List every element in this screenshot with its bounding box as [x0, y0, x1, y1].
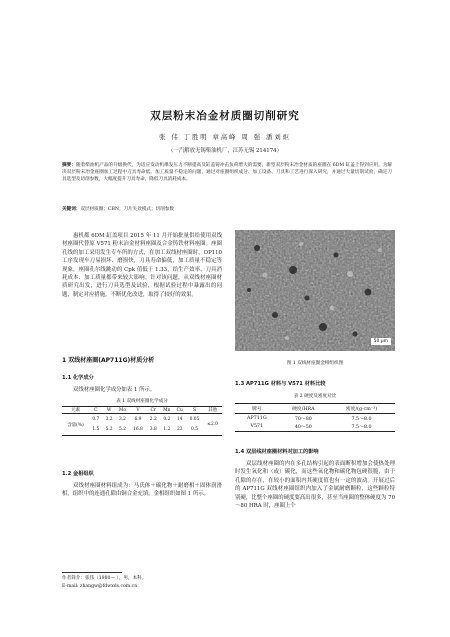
- t1-cell: 23: [176, 427, 183, 433]
- t1-cell: 1.2: [163, 427, 171, 433]
- author-email: E-mail: zhangw@fdwxds.com.cn: [62, 584, 138, 589]
- t2-header: 硬度/HRA: [292, 407, 315, 412]
- t1-cell: 16.8: [133, 427, 143, 433]
- abstract-label: 摘要：: [62, 163, 76, 168]
- t2-cell: V571: [250, 424, 264, 430]
- t1-cell: 6.9: [134, 416, 142, 422]
- t1-cell: ≤2.0: [207, 422, 218, 427]
- abstract: [62, 162, 392, 184]
- intro-paragraph: 惠机都 6DM 缸盖项目 2015 年 11 月开始批量供给使用双线材座圈代替原 V571 粉末冶金材料座圈及合金铸铁材料座圈。座圈孔线的加工采用发生专车所的方式，在加工双线材座圈时，OP110 工序发现车刀易损坏、磨损快，刀具寿命偏低，加工质量不稳定等现象，座圈孔尔线跳动的 Cpk 值低于 1.33，给生产效率、刀具消耗成本、加工质量都带来较大影响。针对该问题，从双线材座圈材质研究出发，进行刀具选型及试验，根据试验过程中暴露出的问题，制定对应措施，不断优化改进，取得了较好的效果。: [62, 233, 222, 298]
- footnote-rule: [62, 572, 122, 573]
- t1-row-label: 含量(%): [67, 422, 84, 428]
- table-2-caption: 表 2 硬度及密度对比: [293, 394, 337, 399]
- table-1-caption: 表 1 双线材座圈化学成分: [116, 399, 168, 404]
- section-1-4-text: 双层线材座圈的内在多孔结构引起的表面断积增加会使热处理时发生氧化和（或）碳化，而这些氧化物和碳化物包硬很脆，由于孔隙的存在，在较小的面积内其硬度值也有一定的波动。开展过后的 AP711G 双线材座圈组织内加入了金属耐磨颗粒，这些颗粒特别硬，比整个座圈的硬度要高出很多，甚至当座圈的整体硬度为 70～80 HRA 时，座圈上个: [235, 461, 395, 510]
- t2-cell: 7.5～8.0: [351, 416, 372, 422]
- t1-cell: 0.5: [191, 427, 198, 433]
- section-1-2-text: 双线材座圈材料组成为：马氏体＋碳化物＋耐磨相＋固体润滑相，组织中的连通孔隙由铜合金充填。金相组织如图 1 所示。: [62, 483, 222, 498]
- table-1: [62, 406, 222, 436]
- t1-cell: 2.2: [149, 416, 157, 422]
- t1-cell: 3.2: [118, 416, 126, 422]
- section-1-heading: 1 双线材座圈(AP711G)材质分析: [62, 357, 155, 364]
- t2-cell: 7.5～8.0: [351, 425, 372, 431]
- t2-cell: 40～50: [294, 425, 312, 431]
- t1-header: W: [106, 407, 112, 413]
- table-2: [235, 403, 395, 432]
- t1-header: C: [94, 407, 98, 413]
- section-1-2-heading: 1.2 金相组织: [62, 471, 94, 477]
- keywords: [62, 206, 392, 213]
- t2-cell: AP711G: [247, 415, 267, 421]
- t1-cell: 0.05: [189, 416, 200, 422]
- t1-header: 其他: [208, 408, 217, 413]
- micrograph-texture: [235, 230, 395, 351]
- keywords-label: 关键词：: [62, 207, 81, 212]
- author-note: 作者简介：张伟（1980— ），男，本科。: [62, 576, 147, 581]
- t1-cell: 0.2: [163, 416, 171, 422]
- paper-title: 双层粉末冶金材质圈切削研究: [150, 110, 300, 122]
- section-1-1-text: 双线材座圈化学成分如表 1 所示。: [73, 387, 156, 393]
- t1-header: Mn: [163, 407, 171, 413]
- t1-header: Cu: [176, 407, 183, 413]
- t1-cell: 3.2: [105, 416, 113, 422]
- t1-header: 元素: [71, 408, 80, 413]
- t1-header: V: [136, 407, 140, 413]
- scale-bar-label: 50 μm: [371, 338, 391, 345]
- t1-header: Cr: [150, 407, 157, 413]
- micrograph-image: [235, 230, 395, 351]
- section-1-4-heading: 1.4 双层线材座圈材料对加工的影响: [235, 449, 319, 455]
- section-1-1-heading: 1.1 化学成分: [62, 375, 94, 381]
- keywords-text: 双层材质圈；CBN；刀片失效模式；切削参数: [80, 207, 174, 212]
- t2-cell: 70～80: [294, 416, 312, 422]
- section-1-3-heading: 1.3 AP711G 材料与 V571 材料比较: [235, 381, 326, 387]
- t1-cell: 14: [176, 416, 183, 422]
- t2-header: 密度/(g·cm⁻³): [345, 407, 378, 412]
- t1-cell: 0.7: [92, 416, 100, 422]
- t1-header: S: [192, 407, 196, 413]
- t1-cell: 3.8: [149, 427, 157, 433]
- t2-header: 牌号: [252, 407, 262, 412]
- t1-cell: 5.2: [118, 427, 126, 433]
- author-list: 张 伟 丁胜明 章高峰 周 强 潘刘炬: [159, 134, 291, 141]
- figure-1-caption: 图 1 双线材座圈金相组织图: [286, 361, 344, 366]
- t1-cell: 5.2: [105, 427, 113, 433]
- abstract-text: 随着柴油机产品的升级换代，为适应发动机爆发压力不断提高及缸盖铸冲击负荷增大的需要，新型双层粉末冶金材质的座圈在 6DM 缸盖上得到应用。为解决双层粉末冶金座圈加工过程中刀具寿命低、加工质量不稳定的问题，通过对座圈组织成分、加工设备、刀具和工艺进行深入研究，并通过大量切削试验，确定刀具选型及切削参数，大幅度提升刀具寿命，降低刀具消耗成本。: [62, 163, 392, 183]
- t1-header: Mo: [118, 407, 127, 413]
- affiliation: （一汽解放无锡柴油机厂，江苏无锡 214174）: [168, 148, 282, 154]
- t1-cell: 1.5: [92, 427, 100, 433]
